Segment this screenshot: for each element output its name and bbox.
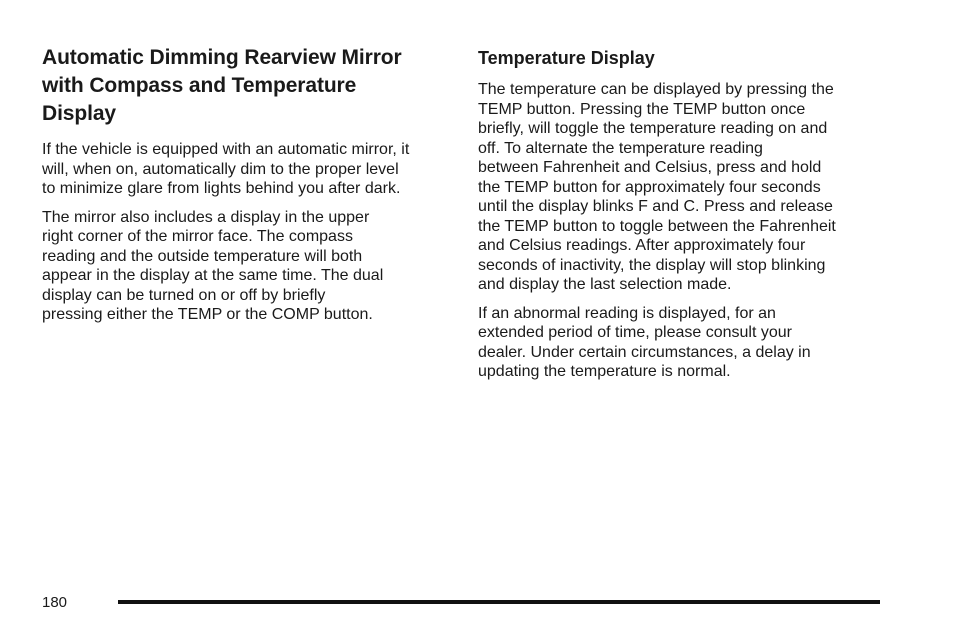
left-column <box>42 44 452 334</box>
paragraph-temp-toggle: The temperature can be displayed by pressing the TEMP button. Pressing the TEMP button once briefly, will toggle the temperature reading on and off. To alternate the temperature reading between Fahrenheit and Celsius, press and hold the TEMP button for approximately four seconds until the display blinks F and C. Press and release the TEMP button to toggle between the Fahrenheit and Celsius readings. After approximately four seconds of inactivity, the display will stop blinking and display the last selection made. <box>478 81 836 293</box>
right-column <box>478 44 888 391</box>
section-title-temperature: Temperature Display <box>478 48 655 68</box>
paragraph-display: The mirror also includes a display in the upper right corner of the mirror face. The compass reading and the outside temperature will both appear in the display at the same time. The dual display can be turned on or off by briefly pressing either the TEMP or the COMP button. <box>42 208 384 323</box>
paragraph-abnormal-reading: If an abnormal reading is displayed, for an extended period of time, please consult your dealer. Under certain circumstances, a delay in updating the temperature is normal. <box>478 304 811 380</box>
paragraph-auto-dim: If the vehicle is equipped with an automatic mirror, it will, when on, automatically dim to the proper level to minimize glare from lights behind you after dark. <box>42 141 410 197</box>
section-title-mirror: Automatic Dimming Rearview Mirror with Compass and Temperature Display <box>42 46 402 125</box>
page-number: 180 <box>42 594 68 611</box>
footer-rule <box>118 600 880 604</box>
